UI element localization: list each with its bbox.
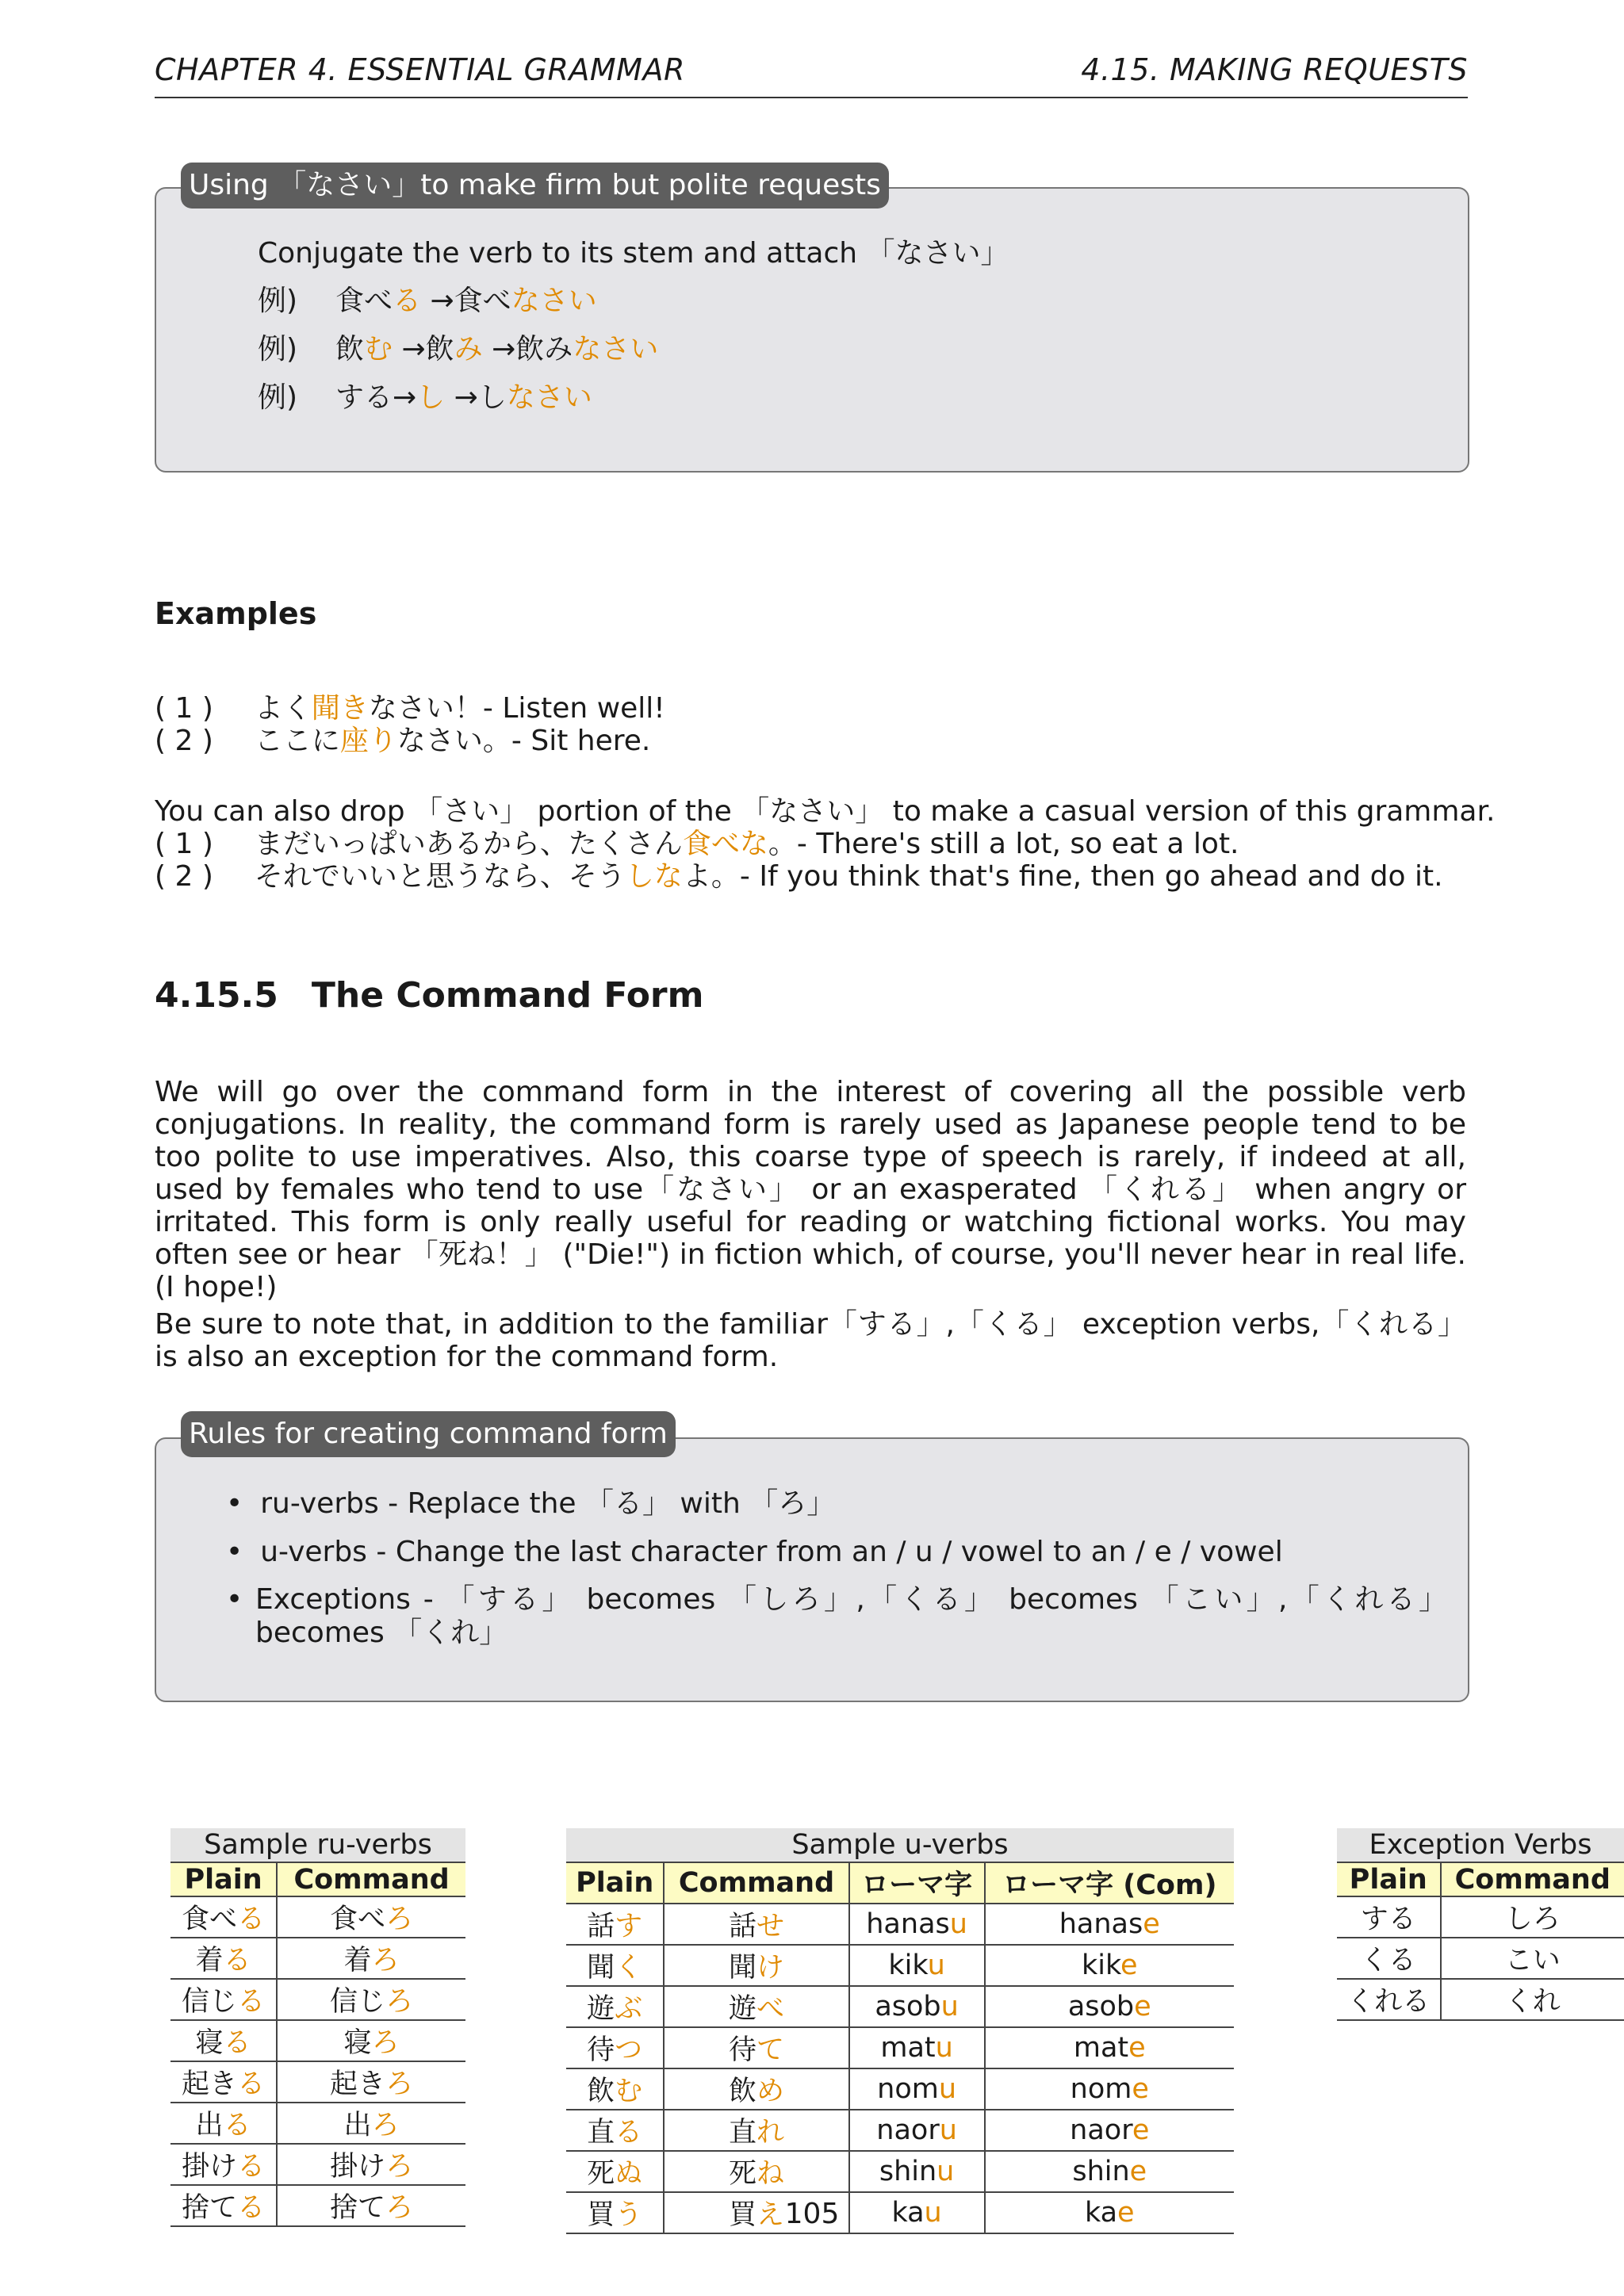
table-cell: kiku: [849, 1945, 985, 1986]
table-row: [170, 2144, 465, 2185]
table-cell: 話す: [566, 1904, 664, 1945]
table-cell: Exception Verbs: [1337, 1828, 1624, 1862]
table-cell: 掛ける: [170, 2144, 277, 2185]
example-line: 例) 飲む →飲み →飲みなさい: [258, 333, 659, 365]
table-cell: kau: [849, 2192, 985, 2233]
table-row: [1337, 1896, 1624, 1938]
table-row: [566, 2068, 1234, 2110]
rule-item: • Exceptions - 「する」 becomes 「しろ」,「くる」 becomes 「こい」,「くれる」 becomes 「くれ」: [226, 1583, 1447, 1649]
table-cell: naore: [985, 2110, 1234, 2151]
section-heading: 4.15.5 The Command Form: [155, 975, 704, 1016]
table-cell: 直れ: [664, 2110, 848, 2151]
table-row: [170, 1938, 465, 1979]
chapter-title: CHAPTER 4. ESSENTIAL GRAMMAR: [155, 52, 685, 87]
table-cell: 待つ: [566, 2027, 664, 2068]
example-item: ( 2 ) それでいいと思うなら、そうしなよ。- If you think that's fine, then go ahead and do it.: [155, 860, 1443, 893]
command-rule-box: [155, 1437, 1469, 1702]
box-intro: Conjugate the verb to its stem and attach 「なさい」: [258, 237, 1009, 270]
table-cell: 話せ: [664, 1904, 848, 1945]
rule-item: • ru-verbs - Replace the 「る」 with 「ろ」: [226, 1487, 836, 1520]
table-cell: naoru: [849, 2110, 985, 2151]
paragraph: Be sure to note that, in addition to the familiar「する」,「くる」 exception verbs,「くれる」 is also an exception for the command form.: [155, 1308, 1466, 1373]
table-row: [170, 2103, 465, 2144]
table-cell: ローマ字 (Com): [985, 1862, 1234, 1904]
table-cell: 出ろ: [277, 2103, 465, 2144]
table-row: [170, 2020, 465, 2061]
table-cell: 信じる: [170, 1979, 277, 2020]
table-cell: matu: [849, 2027, 985, 2068]
table-row: [1337, 1979, 1624, 2020]
table-cell: 買え: [664, 2192, 848, 2233]
example-item: ( 1 ) よく聞きなさい！- Listen well!: [155, 692, 665, 725]
example-line: 例) 食べる →食べなさい: [258, 285, 597, 317]
table-cell: 起きろ: [277, 2061, 465, 2103]
section-title: 4.15. MAKING REQUESTS: [1081, 52, 1468, 87]
table-row: [170, 1896, 465, 1938]
table-row: [566, 2027, 1234, 2068]
table-cell: 飲め: [664, 2068, 848, 2110]
table-cell: 飲む: [566, 2068, 664, 2110]
table-cell: 捨てろ: [277, 2185, 465, 2226]
table-row: [170, 2061, 465, 2103]
table-cell: 待て: [664, 2027, 848, 2068]
table-cell: 起きる: [170, 2061, 277, 2103]
table-cell: 食べる: [170, 1896, 277, 1938]
table-cell: 直る: [566, 2110, 664, 2151]
page-number: 105: [784, 2198, 840, 2230]
table-cell: こい: [1441, 1938, 1624, 1979]
table-cell: 捨てる: [170, 2185, 277, 2226]
table-cell: kike: [985, 1945, 1234, 1986]
table-cell: 死ね: [664, 2151, 848, 2192]
table-cell: kae: [985, 2192, 1234, 2233]
table-cell: 着ろ: [277, 1938, 465, 1979]
table-cell: ローマ字: [849, 1862, 985, 1904]
table-cell: Command: [277, 1862, 465, 1897]
table-cell: する: [1337, 1896, 1441, 1938]
table-cell: Command: [664, 1862, 848, 1904]
table-cell: shine: [985, 2151, 1234, 2192]
table-cell: Plain: [566, 1862, 664, 1904]
table-row: [566, 2151, 1234, 2192]
table-cell: 出る: [170, 2103, 277, 2144]
example-line: 例) する→し →しなさい: [258, 381, 592, 414]
table-cell: Command: [1441, 1862, 1624, 1897]
table-cell: Plain: [1337, 1862, 1441, 1897]
table-cell: 食べろ: [277, 1896, 465, 1938]
table-cell: 掛けろ: [277, 2144, 465, 2185]
box-title: Using 「なさい」to make firm but polite requests: [181, 163, 889, 209]
table-row: [566, 1986, 1234, 2027]
nasai-rule-box: [155, 187, 1469, 473]
table-cell: 遊べ: [664, 1986, 848, 2027]
table-cell: くれる: [1337, 1979, 1441, 2020]
table-row: [566, 1945, 1234, 1986]
table-caption: [566, 1828, 1234, 1862]
example-item: ( 2 ) ここに座りなさい。- Sit here.: [155, 725, 651, 757]
table-row: [566, 2110, 1234, 2151]
exception-verbs-table: [1337, 1828, 1624, 2021]
examples-heading: Examples: [155, 596, 317, 631]
table-row: [1337, 1938, 1624, 1979]
casual-intro: You can also drop 「さい」 portion of the 「なさい」 to make a casual version of this grammar.: [155, 795, 1496, 828]
table-cell: 信じろ: [277, 1979, 465, 2020]
table-cell: Sample u-verbs: [566, 1828, 1234, 1862]
table-header-row: [170, 1862, 465, 1897]
table-cell: Plain: [170, 1862, 277, 1897]
table-cell: shinu: [849, 2151, 985, 2192]
table-cell: しろ: [1441, 1896, 1624, 1938]
table-cell: nomu: [849, 2068, 985, 2110]
table-header-row: [1337, 1862, 1624, 1897]
table-cell: Sample ru-verbs: [170, 1828, 465, 1862]
table-cell: くれ: [1441, 1979, 1624, 2020]
bullet-icon: •: [226, 1487, 243, 1520]
table-cell: mate: [985, 2027, 1234, 2068]
paragraph: We will go over the command form in the interest of covering all the possible verb conjugations. In reality, the command form is rarely used as Japanese people tend to be too polite to use imperatives. Also, this coarse type of speech is rarely, if indeed at all, used by females who tend to use「なさい」 or an exasperated 「くれる」 when angry or irritated. This form is only really useful for reading or watching fictional works. You may often see or hear 「死ね！」 ("Die!") in fiction which, of course, you'll never hear in real life. (I hope!): [155, 1076, 1466, 1303]
table-row: [170, 1979, 465, 2020]
table-cell: hanase: [985, 1904, 1234, 1945]
table-cell: 寝ろ: [277, 2020, 465, 2061]
table-cell: くる: [1337, 1938, 1441, 1979]
box-title: Rules for creating command form: [181, 1411, 676, 1457]
bullet-icon: •: [226, 1583, 243, 1616]
table-row: [566, 1904, 1234, 1945]
table-header-row: [566, 1862, 1234, 1904]
u-verbs-table: [566, 1828, 1234, 2234]
table-cell: asobe: [985, 1986, 1234, 2027]
table-cell: hanasu: [849, 1904, 985, 1945]
table-cell: nome: [985, 2068, 1234, 2110]
table-cell: 寝る: [170, 2020, 277, 2061]
table-caption: [1337, 1828, 1624, 1862]
ru-verbs-table: [170, 1828, 465, 2227]
table-cell: 遊ぶ: [566, 1986, 664, 2027]
table-cell: 聞け: [664, 1945, 848, 1986]
bullet-icon: •: [226, 1536, 243, 1568]
table-cell: 聞く: [566, 1945, 664, 1986]
table-caption: [170, 1828, 465, 1862]
table-cell: 死ぬ: [566, 2151, 664, 2192]
running-header: [155, 52, 1468, 98]
example-item: ( 1 ) まだいっぱいあるから、たくさん食べな。- There's still a lot, so eat a lot.: [155, 828, 1239, 860]
table-cell: 買う: [566, 2192, 664, 2233]
table-cell: 着る: [170, 1938, 277, 1979]
rule-item: • u-verbs - Change the last character from an / u / vowel to an / e / vowel: [226, 1536, 1283, 1568]
table-cell: asobu: [849, 1986, 985, 2027]
